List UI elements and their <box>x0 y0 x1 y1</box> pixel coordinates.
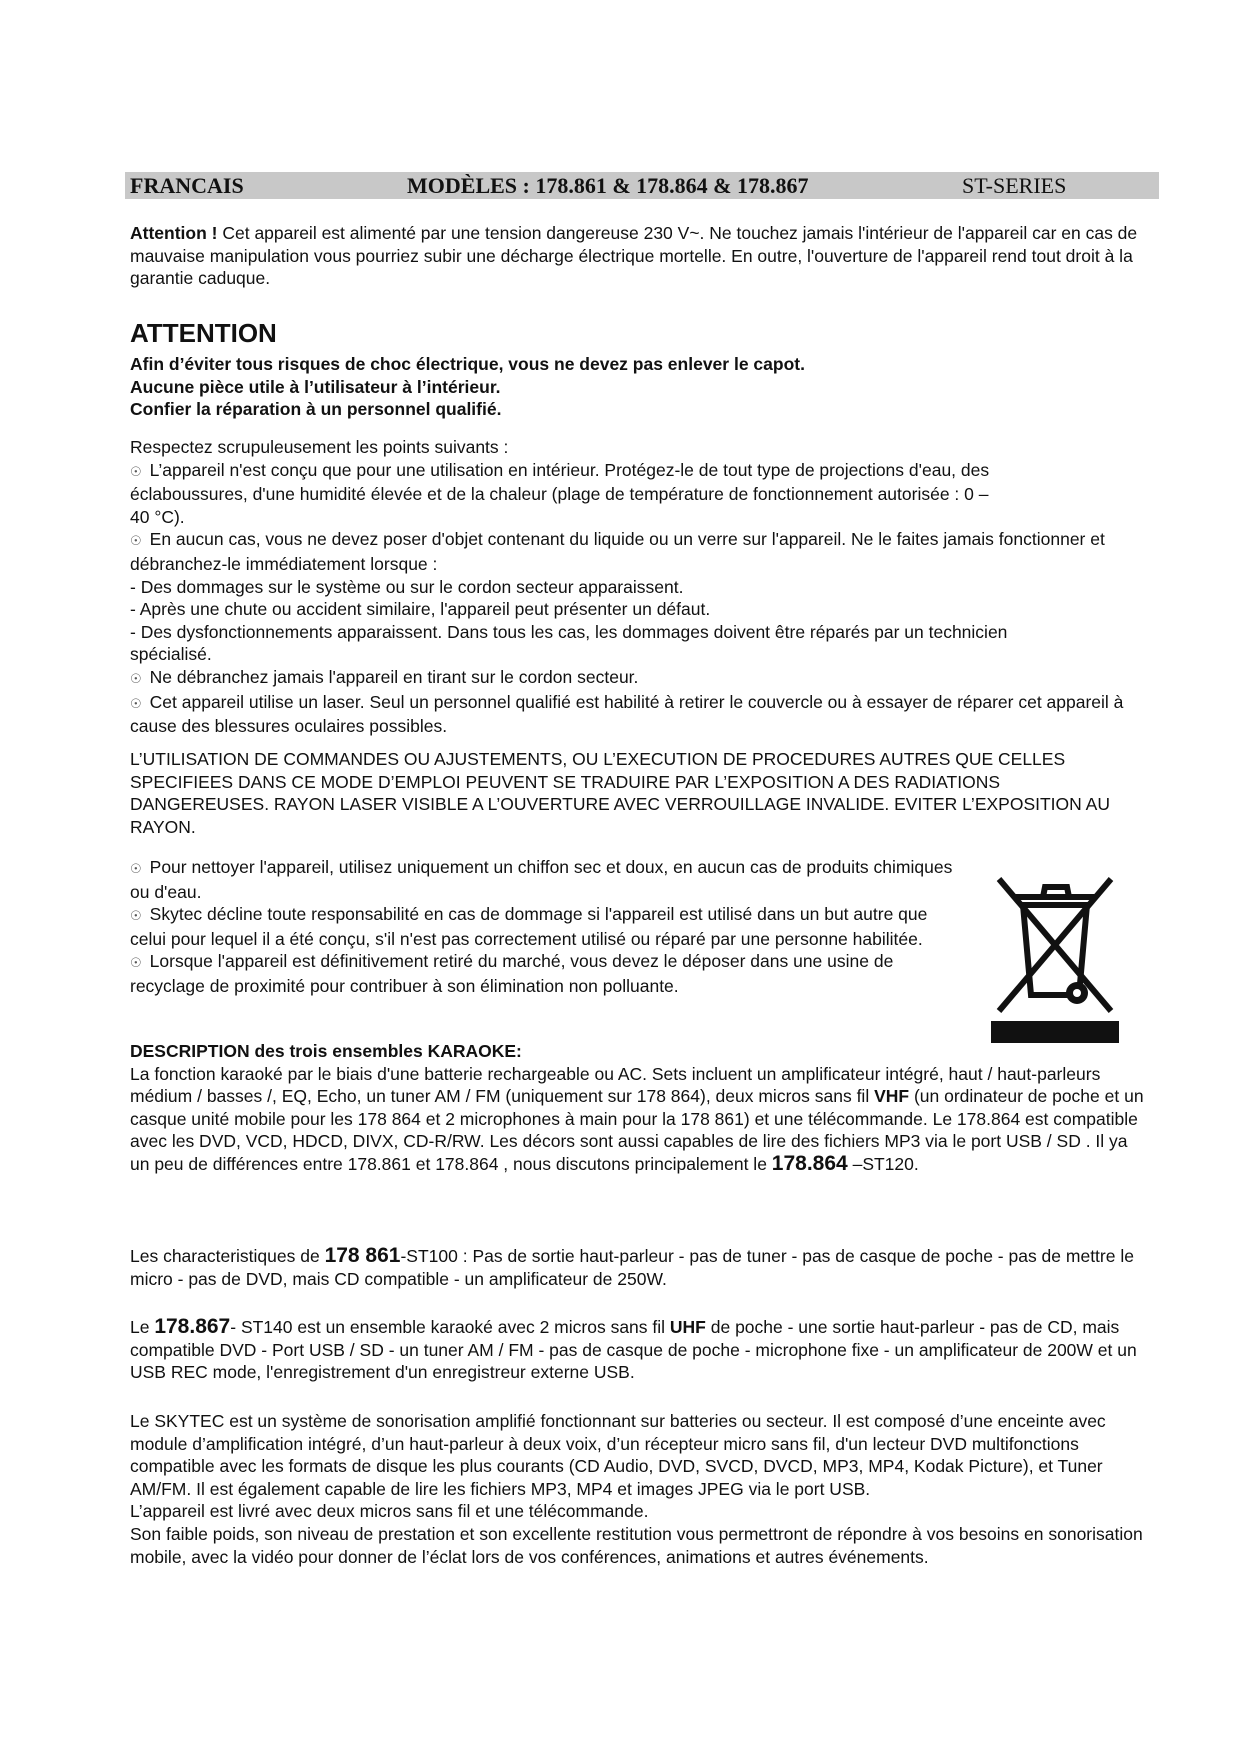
description-suffix: –ST120. <box>847 1153 919 1174</box>
header-series: ST-SERIES <box>962 173 1067 198</box>
laser-warning-text: L’UTILISATION DE COMMANDES OU AJUSTEMENTS, OU L’EXECUTION DE PROCEDURES AUTRES QUE CELLES SPECIFIEES DANS CE MODE D’EMPLOI PEUVENT SE TRADUIRE PAR L’EXPOSITION A DES RADIATIONS DANGEREUSES. RAYON LASER VISIBLE A L’OUVERTURE AVEC VERROUILLAGE INVALIDE. EVITER L’EXPOSITION AU RAYON. <box>130 749 1110 837</box>
skytec-paragraph: Le SKYTEC est un système de sonorisation amplifié fonctionnant sur batteries ou secteur. Il est composé d’une enceinte avec module d’amplification intégré, d’un haut-parleur à deux voix, d’un récepteur micro sans fil, d'un lecteur DVD multifonctions compatible avec les formats de disque les plus courants (CD Audio, DVD, SVCD, DVCD, MP3, MP4, Kodak Picture), et Tuner AM/FM. Il est également capable de lire les fichiers MP3, MP4 et images JPEG via le port USB. <box>130 1411 1106 1499</box>
header-models: MODÈLES : 178.861 & 178.864 & 178.867 <box>407 173 809 198</box>
skytec-paragraph: Son faible poids, son niveau de prestation et son excellente restitution vous permettront de répondre à vos besoins en sonorisation mobile, avec la vidéo pour donner de l’éclat lors de vos conférences, animations et autres événements. <box>130 1523 1143 1567</box>
description-text-a: La fonction karaoké par le biais d'une batterie rechargeable ou AC. Sets incluent un amplificateur intégré, haut / haut-parleurs médium / basses /, EQ, Echo, un tuner AM / FM (uniquement sur 178 864), deux micros sans fil <box>130 1063 1101 1107</box>
safety-item: Ne débranchez jamais l'appareil en tirant sur le cordon secteur. <box>149 666 639 687</box>
bullet-icon: ☉ <box>130 908 142 924</box>
description-title: DESCRIPTION des trois ensembles KARAOKE: <box>130 1041 522 1061</box>
st100-paragraph <box>130 1245 1150 1290</box>
care-item: Pour nettoyer l'appareil, utilisez uniquement un chiffon sec et doux, en aucun cas de produits chimiques ou d'eau. <box>130 857 953 902</box>
intro-paragraph <box>130 222 1160 290</box>
attention-line: Aucune pièce utile à l’utilisateur à l’intérieur. <box>130 376 501 397</box>
skytec-section <box>130 1410 1155 1568</box>
st140-pre: Le <box>130 1317 155 1337</box>
safety-dash: - Des dommages sur le système ou sur le cordon secteur apparaissent. <box>130 576 684 597</box>
skytec-paragraph: L’appareil est livré avec deux micros sans fil et une télécommande. <box>130 1501 649 1522</box>
st100-pre: Les characteristiques de <box>130 1246 325 1266</box>
safety-dash: - Après une chute ou accident similaire, l'appareil peut présenter un défaut. <box>130 599 711 620</box>
attention-lines <box>130 353 1160 421</box>
st140-uhf: UHF <box>669 1317 706 1337</box>
safety-item: L’appareil n'est conçu que pour une utilisation en intérieur. Protégez-le de tout type de projections d'eau, des éclaboussures, d'une humidité élevée et de la chaleur (plage de température de fonctionnement autorisée : 0 – 40 °C). <box>130 459 990 527</box>
attention-title: ATTENTION <box>130 318 277 348</box>
safety-item: En aucun cas, vous ne devez poser d'objet contenant du liquide ou un verre sur l'appareil. Ne le faites jamais fonctionner et débranchez-le immédiatement lorsque : <box>130 529 1105 574</box>
bullet-icon: ☉ <box>130 695 142 711</box>
st140-model: 178.867 <box>154 1315 231 1338</box>
care-section <box>130 856 960 998</box>
safety-section <box>130 436 1150 738</box>
st140-text-a: - ST140 est un ensemble karaoké avec 2 micros sans fil <box>230 1317 670 1337</box>
st100-model: 178 861 <box>324 1244 401 1267</box>
st140-paragraph <box>130 1316 1150 1384</box>
st100-text: -ST100 : Pas de sortie haut-parleur - pas de tuner - pas de casque de poche - pas de mettre le micro - pas de DVD, mais CD compatible - un amplificateur de 250W. <box>130 1246 1134 1289</box>
description-section <box>130 1040 1150 1176</box>
description-model: 178.864 <box>771 1151 848 1175</box>
care-item: Lorsque l'appareil est définitivement retiré du marché, vous devez le déposer dans une usine de recyclage de proximité pour contribuer à son élimination non polluante. <box>130 951 894 996</box>
care-item: Skytec décline toute responsabilité en cas de dommage si l'appareil est utilisé dans un but autre que celui pour lequel il a été conçu, s'il n'est pas correctement utilisé ou réparé par une personne habilitée. <box>130 904 928 949</box>
description-text-b: (un ordinateur de poche et un casque unité mobile pour les 178 864 et 2 microphones à main pour la 178 861) et une télécommande. Le 178.864 est compatible avec les DVD, VCD, HDCD, DIVX, CD-R/RW. Les décors sont aussi capables de lire des fichiers MP3 via le port USB / SD . Il ya un peu de différences entre 178.861 et 178.864 , nous discutons principalement le <box>130 1086 1144 1174</box>
safety-intro: Respectez scrupuleusement les points suivants : <box>130 437 509 457</box>
bullet-icon: ☉ <box>130 463 142 479</box>
intro-lead: Attention ! <box>130 223 218 243</box>
safety-item: Cet appareil utilise un laser. Seul un personnel qualifié est habilité à retirer le couvercle ou à essayer de réparer cet appareil à cause des blessures oculaires possibles. <box>130 691 1124 737</box>
intro-text: Cet appareil est alimenté par une tension dangereuse 230 V~. Ne touchez jamais l'intérieur de l'appareil car en cas de mauvaise manipulation vous pourriez subir une décharge électrique mortelle. En outre, l'ouverture de l'appareil rend tout droit à la garantie caduque. <box>130 223 1138 289</box>
bullet-icon: ☉ <box>130 861 142 876</box>
bullet-icon: ☉ <box>130 670 142 686</box>
laser-warning <box>130 748 1140 838</box>
attention-line: Confier la réparation à un personnel qualifié. <box>130 399 502 420</box>
description-vhf: VHF <box>874 1086 910 1107</box>
safety-dash: - Des dysfonctionnements apparaissent. Dans tous les cas, les dommages doivent être réparés par un technicien spécialisé. <box>130 621 1008 665</box>
attention-line: Afin d’éviter tous risques de choc électrique, vous ne devez pas enlever le capot. <box>130 354 805 374</box>
weee-bin-icon <box>985 865 1125 1045</box>
st140-text-b: de poche - une sortie haut-parleur - pas de CD, mais compatible DVD - Port USB / SD - un tuner AM / FM - pas de casque de poche - microphone fixe - un amplificateur de 200W et un USB REC mode, l'enregistrement d'un enregistreur externe USB. <box>130 1317 1137 1383</box>
header-language: FRANCAIS <box>130 173 244 198</box>
header-bar <box>125 172 1159 199</box>
bullet-icon: ☉ <box>130 955 142 971</box>
bullet-icon: ☉ <box>130 533 142 549</box>
